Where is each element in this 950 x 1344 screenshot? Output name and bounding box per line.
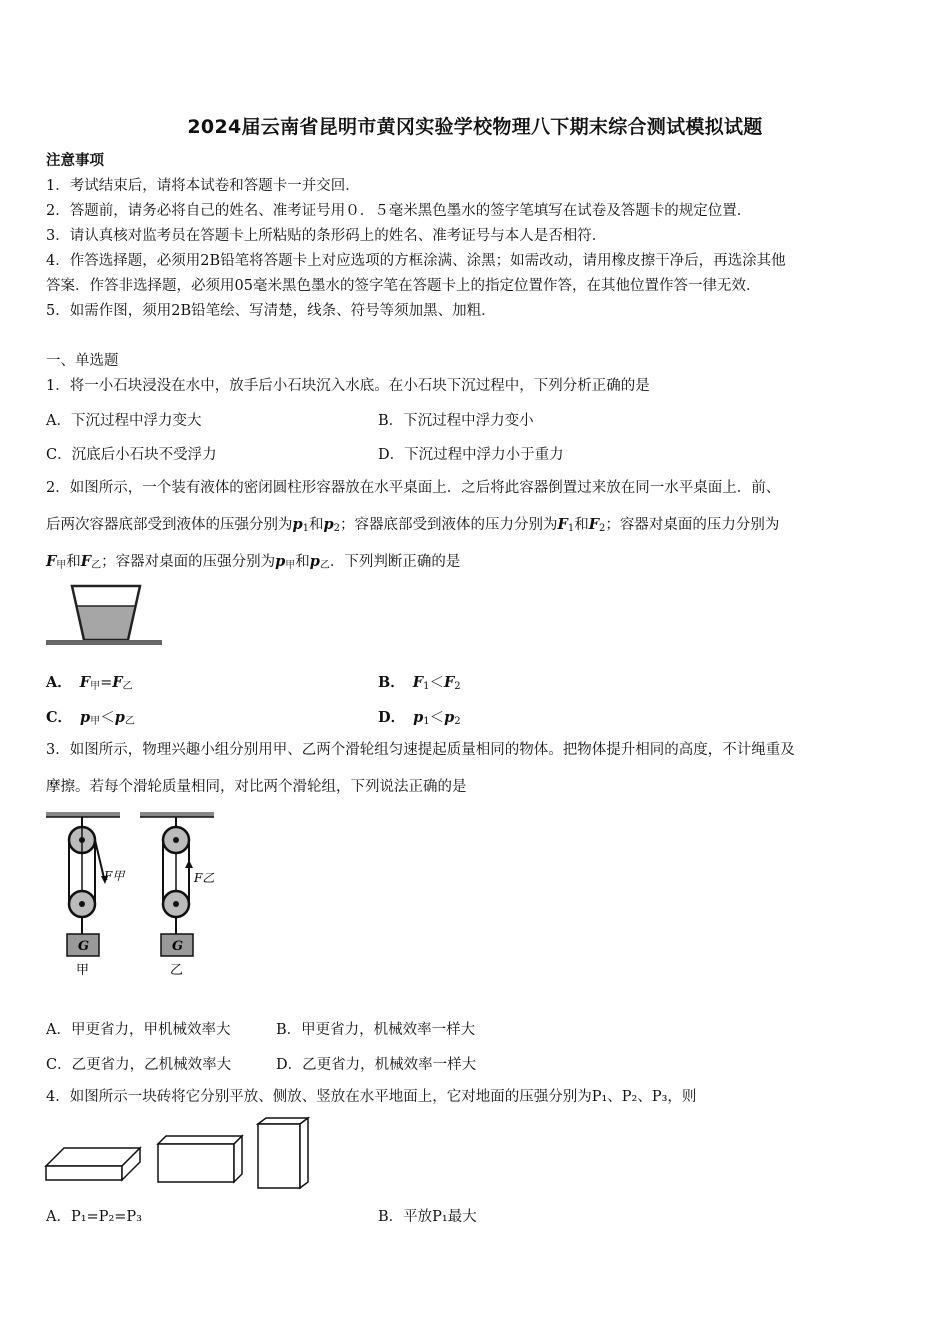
q2-var: F — [112, 674, 123, 691]
q2-text: ＜ — [429, 710, 445, 726]
q2-sub: 乙 — [91, 560, 102, 571]
q2-text: 和 — [574, 517, 589, 533]
q2-text: 和 — [295, 554, 310, 570]
q1-stem: 1．将一小石块浸没在水中，放手后小石块沉入水底。在小石块下沉过程中，下列分析正确的是 — [46, 378, 650, 394]
option-label: D． — [378, 709, 406, 726]
right-fixed-axle — [173, 837, 179, 843]
q2-var: F — [46, 553, 57, 570]
q2-sub: 2 — [599, 523, 606, 534]
q2-text: ＜ — [429, 675, 444, 691]
q2-sub: 1 — [567, 523, 575, 534]
left-force-label: F甲 — [104, 869, 125, 883]
section-heading: 一、单选题 — [46, 353, 119, 369]
q2-sub: 1 — [302, 523, 310, 534]
q2-option-c — [46, 706, 135, 727]
q2-sub: 2 — [333, 523, 341, 534]
brick-side-top — [158, 1136, 242, 1144]
q2-var: p — [80, 709, 91, 726]
left-moving-axle — [79, 901, 85, 907]
q2-sub: 甲 — [285, 560, 296, 571]
q2-sub: 2 — [454, 716, 461, 727]
q2-text: = — [100, 675, 113, 691]
q2-var: p — [114, 709, 125, 726]
q2-var: F — [79, 674, 91, 691]
brick-upright-side — [300, 1118, 308, 1188]
q2-stem-line2 — [46, 515, 779, 539]
q2-var: p — [413, 709, 424, 726]
q2-var: p — [323, 516, 334, 533]
option-label: A． — [46, 674, 72, 691]
q3-pulley-figure — [44, 808, 224, 980]
notice-item-4: 4．作答选择题，必须用2B铅笔将答题卡上对应选项的方框涂满、涂黑；如需改动，请用橡皮擦干净后，再选涂其他 — [46, 253, 786, 269]
left-weight-label: G — [78, 939, 90, 954]
option-label: B． — [378, 674, 405, 691]
notice-item-4-cont: 答案．作答非选择题，必须用05毫米黑色墨水的签字笔在答题卡上的指定位置作答，在其他位置作答一律无效． — [46, 278, 761, 294]
right-moving-axle — [173, 901, 179, 907]
q2-sub: 1 — [423, 716, 430, 727]
q2-option-a — [46, 671, 133, 692]
q2-sub: 乙 — [319, 560, 330, 571]
notice-item-2: 2．答题前，请务必将自己的姓名、准考证号用０．５毫米黑色墨水的签字笔填写在试卷及答题卡的规定位置． — [46, 203, 752, 219]
brick-upright-front — [258, 1124, 300, 1188]
right-weight-label: G — [172, 939, 184, 954]
q2-var: F — [588, 516, 599, 533]
q2-var: p — [275, 553, 286, 570]
q4-option-a: A．P₁=P₂=P₃ — [46, 1209, 142, 1225]
q2-text: 后两次容器底部受到液体的压强分别为 — [46, 517, 293, 533]
right-force-label: F乙 — [194, 871, 215, 885]
q3-stem-line2: 摩擦。若每个滑轮质量相同，对比两个滑轮组，下列说法正确的是 — [46, 779, 467, 795]
q2-var: p — [444, 709, 455, 726]
q2-text: ；容器对桌面的压力分别为 — [605, 517, 780, 533]
q2-var: p — [292, 516, 303, 533]
q2-text: 和 — [309, 517, 324, 533]
option-label: C． — [46, 709, 73, 726]
q2-sub: 乙 — [124, 716, 135, 727]
container-liquid — [78, 606, 134, 640]
q4-bricks-figure — [44, 1116, 314, 1192]
q2-container-figure — [44, 582, 164, 648]
q3-option-a: A．甲更省力，甲机械效率大 — [46, 1022, 231, 1038]
brick-side-front — [158, 1144, 234, 1182]
q4-stem: 4．如图所示一块砖将它分别平放、侧放、竖放在水平地面上，它对地面的压强分别为P₁、P₂、P₃，则 — [46, 1089, 697, 1105]
q2-var: F — [443, 674, 455, 691]
q3-stem-line1: 3．如图所示，物理兴趣小组分别用甲、乙两个滑轮组匀速提起质量相同的物体。把物体提升相同的高度，不计绳重及 — [46, 742, 795, 758]
left-pull-rope — [95, 840, 104, 878]
q2-var: F — [80, 553, 92, 570]
q1-option-b: B．下沉过程中浮力变小 — [378, 413, 534, 429]
brick-flat-front — [46, 1166, 122, 1180]
q3-option-c: C．乙更省力，乙机械效率大 — [46, 1057, 232, 1073]
q2-text: ；容器对桌面的压强分别为 — [101, 554, 276, 570]
q2-sub: 甲 — [56, 560, 67, 571]
q2-stem-line1: 2．如图所示，一个装有液体的密闭圆柱形容器放在水平桌面上．之后将此容器倒置过来放在同一水平桌面上．前、 — [46, 480, 781, 496]
notice-item-5: 5．如需作图，须用2B铅笔绘、写清楚，线条、符号等须加黑、加粗． — [46, 303, 496, 319]
q2-text: 和 — [66, 554, 81, 570]
right-system-label: 乙 — [170, 963, 184, 978]
q2-sub: 乙 — [122, 681, 133, 692]
q2-var: F — [557, 516, 568, 533]
q2-text: ；容器底部受到液体的压力分别为 — [340, 517, 558, 533]
q1-option-d: D．下沉过程中浮力小于重力 — [378, 447, 564, 463]
notice-item-1: 1．考试结束后，请将本试卷和答题卡一并交回． — [46, 178, 360, 194]
q3-option-d: D．乙更省力，机械效率一样大 — [276, 1057, 477, 1073]
q3-option-b: B．甲更省力，机械效率一样大 — [276, 1022, 476, 1038]
q2-sub: 甲 — [90, 681, 101, 692]
q2-sub: 1 — [423, 681, 430, 692]
left-system-label: 甲 — [76, 963, 90, 978]
q2-sub: 2 — [454, 681, 461, 692]
q2-var: F — [412, 674, 424, 691]
notice-heading: 注意事项 — [46, 152, 104, 169]
q2-var: p — [309, 553, 320, 570]
q1-option-c: C．沉底后小石块不受浮力 — [46, 447, 217, 463]
q2-sub: 甲 — [90, 716, 101, 727]
q2-text: ．下列判断正确的是 — [329, 554, 461, 570]
q2-stem-line3 — [46, 552, 460, 576]
q4-option-b: B．平放P₁最大 — [378, 1209, 477, 1225]
notice-item-3: 3．请认真核对监考员在答题卡上所粘贴的条形码上的姓名、准考证号与本人是否相符． — [46, 228, 607, 244]
q2-option-b — [378, 671, 461, 692]
table-surface — [46, 640, 162, 645]
q2-text: ＜ — [100, 710, 115, 726]
right-force-arrow — [185, 860, 193, 868]
q1-option-a: A．下沉过程中浮力变大 — [46, 413, 202, 429]
exam-title: 2024届云南省昆明市黄冈实验学校物理八下期末综合测试模拟试题 — [187, 116, 763, 138]
brick-side-side — [234, 1136, 242, 1182]
q2-option-d — [378, 706, 461, 727]
